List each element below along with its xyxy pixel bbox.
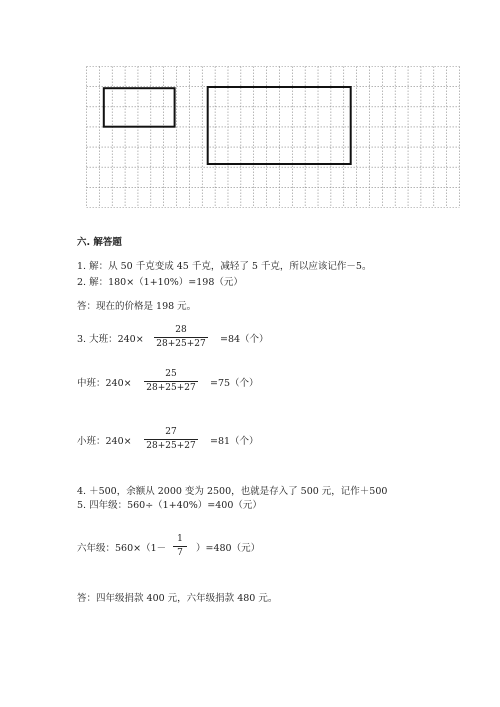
small-class-label: 小班：240×: [77, 436, 132, 447]
fraction-denominator: 28+25+27: [146, 383, 196, 393]
middle-class-label: 中班：240×: [77, 378, 132, 389]
small-class-fraction: [144, 428, 198, 451]
fraction-numerator: 27: [165, 427, 177, 437]
fraction-numerator: 1: [177, 534, 183, 544]
sixth-grade-label: 六年级：560×（1－: [77, 543, 167, 554]
big-class-fraction: [154, 326, 208, 349]
big-class-result: =84（个）: [220, 334, 269, 345]
fraction-denominator: 28+25+27: [156, 339, 206, 349]
fraction-denominator: 28+25+27: [146, 441, 196, 451]
sixth-grade-result: ）=480（元）: [196, 543, 261, 554]
answer-5-conclusion: 答：四年级捐款 400 元，六年级捐款 480 元。: [77, 593, 278, 604]
answer-2-conclusion: 答：现在的价格是 198 元。: [77, 301, 197, 312]
dotted-grid: [86, 66, 460, 208]
answer-4: 4. ＋500，余额从 2000 变为 2500，也就是存入了 500 元，记作＋500: [77, 486, 388, 497]
small-rectangle: [104, 88, 175, 127]
middle-class-fraction: [144, 370, 198, 393]
large-rectangle: [208, 87, 351, 164]
small-class-result: =81（个）: [210, 436, 259, 447]
sixth-grade-fraction: [173, 535, 187, 558]
answer-5: 5. 四年级：560÷（1+40%）=400（元）: [77, 500, 262, 511]
big-class-label: 3. 大班：240×: [77, 334, 144, 345]
answer-2: 2. 解：180×（1+10%）=198（元）: [77, 277, 243, 288]
fraction-numerator: 25: [165, 369, 177, 379]
answer-1: 1. 解：从 50 千克变成 45 千克，减轻了 5 千克，所以应该记作－5。: [77, 261, 372, 272]
section-title: 六. 解答题: [77, 237, 122, 248]
middle-class-result: =75（个）: [210, 378, 259, 389]
fraction-denominator: 7: [177, 548, 183, 558]
fraction-numerator: 28: [175, 325, 187, 335]
